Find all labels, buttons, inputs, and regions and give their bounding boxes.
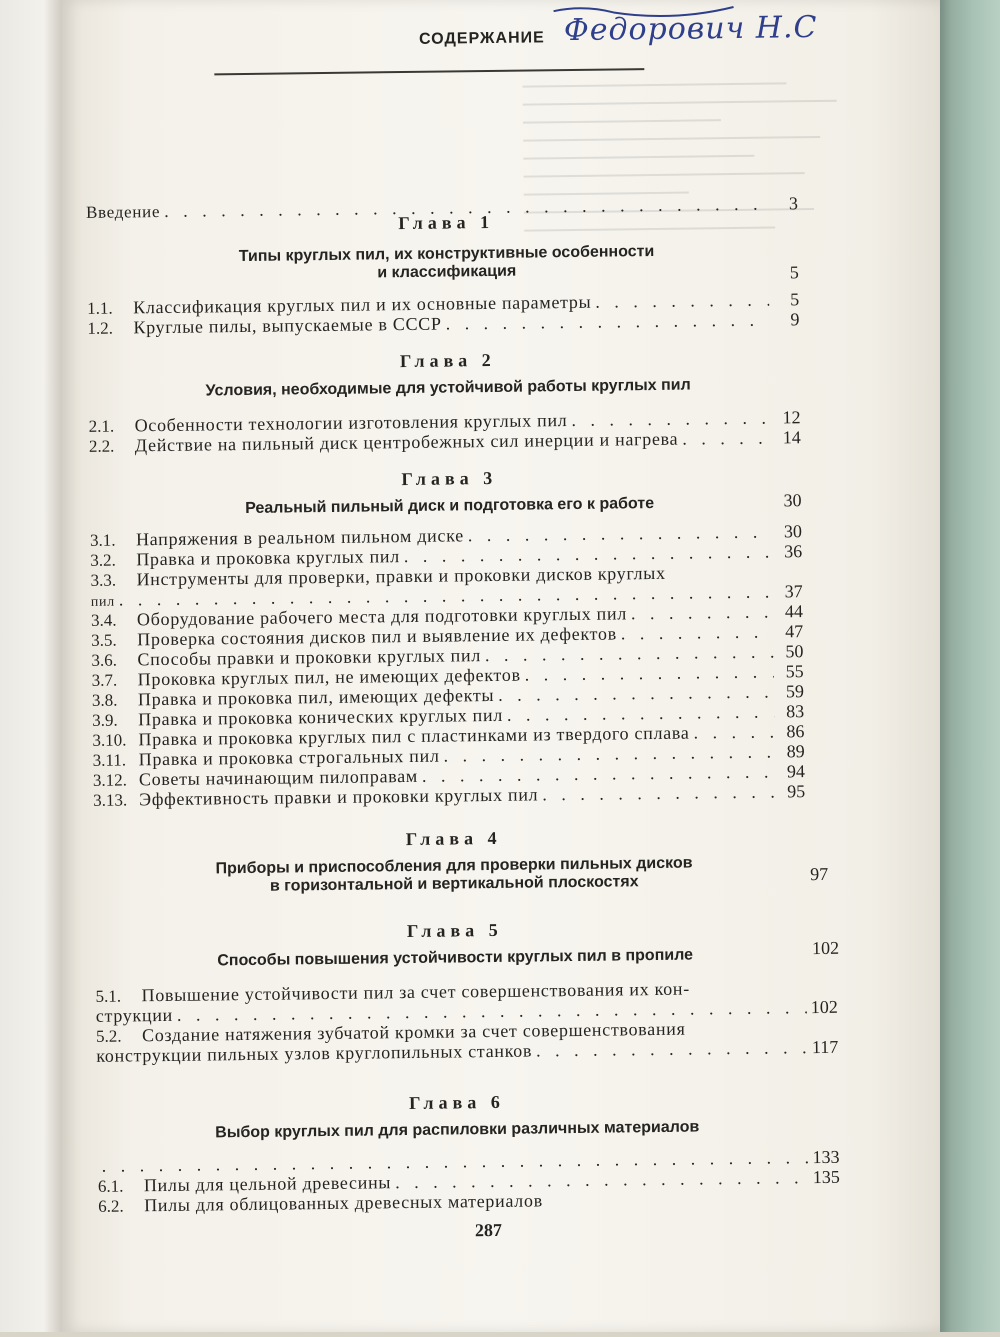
entry-page: 55 xyxy=(778,660,804,682)
entry-title: Правка и проковка пил, имеющих дефекты xyxy=(138,684,495,710)
chapter-3-title-line-1: Реальный пильный диск и подготовка его к работе xyxy=(150,493,750,520)
entry-page: 36 xyxy=(776,540,802,562)
entry-page: 94 xyxy=(779,760,805,782)
entry-page: 12 xyxy=(774,406,800,428)
chapter-4-title-line-1: Приборы и приспособления для проверки пильных дисков xyxy=(154,853,754,880)
entry-number: 3.6. xyxy=(91,649,137,672)
entry-page: 117 xyxy=(812,1036,839,1058)
entry-page: 44 xyxy=(777,600,803,622)
entry-number: 5.2. xyxy=(96,1025,142,1048)
entry-number: 3.9. xyxy=(92,709,138,732)
leader-dots xyxy=(542,781,775,806)
chapter-5-label[interactable]: Глава 5 xyxy=(185,917,725,945)
leader-dots xyxy=(682,427,771,450)
entry-title: Советы начинающим пилоправам xyxy=(139,765,418,790)
table-of-contents xyxy=(53,0,947,1337)
contents-heading: СОДЕРЖАНИЕ xyxy=(382,29,582,49)
entry-page: 37 xyxy=(777,580,803,602)
entry-number: 3.12. xyxy=(93,769,139,792)
chapter-3-page: 30 xyxy=(751,490,801,512)
entry-number: 3.13. xyxy=(93,789,139,812)
chapter-5-title-line-1: Способы повышения устойчивости круглых пил в пропиле xyxy=(155,945,755,972)
entry-page: 135 xyxy=(813,1166,840,1188)
entry-page: 83 xyxy=(778,700,804,722)
entry-title: Инструменты для проверки, правки и проковки дисков круглых xyxy=(136,560,802,590)
entry-number: 1.2. xyxy=(87,317,133,340)
entry-page: 102 xyxy=(811,996,838,1018)
entry-number: 3.1. xyxy=(90,529,136,552)
entry-number: 3.10. xyxy=(92,729,138,752)
chapter-5-page: 102 xyxy=(789,938,839,960)
leader-dots xyxy=(536,1036,808,1061)
entry-number: 1.1. xyxy=(87,297,133,320)
entry-title: Создание натяжения зубчатой кромки за счет совершенствования xyxy=(142,1016,838,1047)
chapter-4-page: 97 xyxy=(778,864,828,886)
entry-page: 3 xyxy=(772,192,798,214)
entry-number: 6.1. xyxy=(98,1175,144,1198)
entry-title: Эффективность правки и проковки круглых пил xyxy=(139,783,538,810)
entry-page: 86 xyxy=(778,720,804,742)
entry-page: 50 xyxy=(777,640,803,662)
chapter-1-page: 5 xyxy=(749,262,799,284)
entry-title: Введение xyxy=(86,201,160,224)
entry-page: 14 xyxy=(775,426,801,448)
chapter-4-title-line-2: в горизонтальной и вертикальной плоскостях xyxy=(154,871,754,898)
chapter-1-label[interactable]: Глава 1 xyxy=(176,209,716,237)
entry-page: 9 xyxy=(773,308,799,330)
entry-title: Классификация круглых пил и их основные параметры xyxy=(133,291,591,319)
entry-number: 3.4. xyxy=(91,609,137,632)
entry-title: Проверка состояния дисков пил и выявление их дефектов xyxy=(137,622,617,650)
entry-page: 30 xyxy=(776,520,802,542)
entry-number: 6.2. xyxy=(98,1195,144,1218)
entry-page: 95 xyxy=(779,780,805,802)
entry-number: 3.3. xyxy=(90,569,136,592)
entry-page: 47 xyxy=(777,620,803,642)
entry-number: 3.5. xyxy=(91,629,137,652)
leader-dots xyxy=(445,309,769,335)
chapter-1-title-line-1: Типы круглых пил, их конструктивные особенности xyxy=(146,241,746,268)
chapter-4-label[interactable]: Глава 4 xyxy=(184,825,724,853)
book-cover-edge xyxy=(940,0,1000,1332)
chapter-1-title-line-2: и классификация xyxy=(147,259,747,286)
entry-page: 133 xyxy=(812,1146,839,1168)
entry-title: Повышение устойчивости пил за счет совершенствования их кон- xyxy=(141,976,837,1007)
entry-title: Способы правки и проковки круглых пил xyxy=(137,644,481,670)
entry-page: 89 xyxy=(779,740,805,762)
entry-page: 5 xyxy=(773,288,799,310)
entry-page: 59 xyxy=(778,680,804,702)
chapter-2-label[interactable]: Глава 2 xyxy=(178,347,718,375)
chapter-3-label[interactable]: Глава 3 xyxy=(179,465,719,493)
chapter-6-label[interactable]: Глава 6 xyxy=(187,1089,727,1117)
entry-title: Действие на пильный диск центробежных сил инерции и нагрева xyxy=(135,428,679,457)
entry-number: 5.1. xyxy=(95,985,141,1008)
entry-title: Особенности технологии изготовления круглых пил xyxy=(134,409,567,436)
entry-title: Пилы для цельной древесины xyxy=(144,1171,391,1196)
entry-title: Правка и проковка круглых пил с пластинками из твердого сплава xyxy=(138,722,689,751)
entry-title-continuation: струкции xyxy=(96,1004,173,1027)
entry-title: Пилы для облицованных древесных материалов xyxy=(144,1189,543,1216)
entry-title: Правка и проковка строгальных пил xyxy=(139,745,440,771)
entry-number: 2.1. xyxy=(88,415,134,438)
entry-title: Правка и проковка круглых пил xyxy=(136,545,400,570)
entry-title-continuation: конструкции пильных узлов круглопильных станков xyxy=(96,1040,532,1067)
signature-text: Федорович Н.С xyxy=(564,10,818,48)
facing-page-edge xyxy=(0,0,62,1332)
entry-title: Круглые пилы, выпускаемые в СССР xyxy=(133,313,441,339)
entry-number: 3.11. xyxy=(93,749,139,772)
entry-title: Проковка круглых пил, не имеющих дефектов xyxy=(138,664,521,691)
chapter-6-title-line-1: Выбор круглых пил для распиловки различных материалов xyxy=(157,1117,757,1144)
entry-title: Напряжения в реальном пильном диске xyxy=(136,524,464,550)
chapter-2-title-line-1: Условия, необходимые для устойчивой работы круглых пил xyxy=(148,375,748,402)
entry-title-continuation: пил xyxy=(91,592,115,614)
entry-title: Правка и проковка конических круглых пил xyxy=(138,704,503,730)
entry-title: Оборудование рабочего места для подготовки круглых пил xyxy=(137,602,627,630)
entry-number: 2.2. xyxy=(89,435,135,458)
entry-number: 3.7. xyxy=(92,669,138,692)
entry-number: 3.2. xyxy=(90,549,136,572)
entry-number: 3.8. xyxy=(92,689,138,712)
page-number: 287 xyxy=(448,1220,528,1242)
handwritten-signature xyxy=(523,0,824,64)
